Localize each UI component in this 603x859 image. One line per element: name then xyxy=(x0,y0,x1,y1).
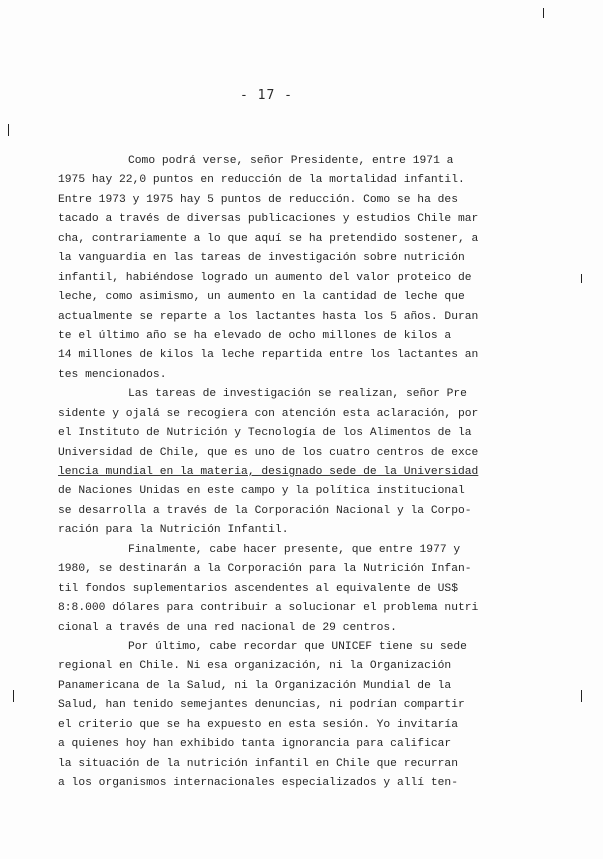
text-line: 1975 hay 22,0 puntos en reducción de la mortalidad infantil. xyxy=(58,174,465,187)
text-line: a los organismos internacionales especializados y allí ten- xyxy=(58,777,458,789)
text-line: a quienes hoy han exhibido tanta ignorancia para calificar xyxy=(58,738,452,751)
text-line: Las tareas de investigación se realizan, señor Pre xyxy=(128,388,467,401)
text-line: Por último, cabe recordar que UNICEF tiene su sede xyxy=(128,640,467,653)
text-line: la situación de la nutrición infantil en Chile que recurran xyxy=(58,757,458,770)
document-body xyxy=(58,152,494,793)
text-line-underlined: lencia mundial en la materia, designado sede de la Universidad xyxy=(58,466,479,478)
text-line: 8:8.000 dólares para contribuir a solucionar el problema nutri xyxy=(58,602,479,615)
scan-mark-right-1 xyxy=(581,274,582,283)
scan-mark-left-2 xyxy=(13,690,14,702)
text-line: se desarrolla a través de la Corporación Nacional y la Corpo- xyxy=(58,504,472,517)
scan-mark-top-right xyxy=(543,8,544,18)
text-line-underlined: Universidad de Chile, que es uno de los cuatro centros de exce xyxy=(58,446,479,459)
page-number: - 17 - xyxy=(240,88,293,103)
text-line: el criterio que se ha expuesto en esta sesión. Yo invitaría xyxy=(58,718,458,731)
text-line: cha, contrariamente a lo que aquí se ha pretendido sostener, a xyxy=(58,232,479,245)
scan-mark-left xyxy=(8,124,9,136)
text-line: tes mencionados. xyxy=(58,368,167,381)
text-line: Finalmente, cabe hacer presente, que entre 1977 y xyxy=(128,543,461,556)
text-line-underlined: de Naciones Unidas en este campo y la política institucional xyxy=(58,485,465,498)
text-line: Entre 1973 y 1975 hay 5 puntos de reducción. Como se ha des xyxy=(58,193,458,206)
text-line: Como podrá verse, señor Presidente, entre 1971 a xyxy=(128,155,454,167)
text-line: leche, como asimismo, un aumento en la cantidad de leche que xyxy=(58,291,465,304)
text-line: el Instituto de Nutrición y Tecnología de los Alimentos de la xyxy=(58,427,472,440)
scan-mark-right-2 xyxy=(581,690,582,702)
text-line: 14 millones de kilos la leche repartida entre los lactantes an xyxy=(58,349,479,362)
text-line: infantil, habiéndose logrado un aumento del valor proteico de xyxy=(58,271,472,284)
paragraph-2 xyxy=(58,385,494,541)
paragraph-4 xyxy=(58,638,494,794)
text-line: til fondos suplementarios ascendentes al equivalente de US$ xyxy=(58,582,458,595)
paragraph-1 xyxy=(58,152,494,385)
text-line: ración para la Nutrición Infantil. xyxy=(58,524,289,537)
text-line: 1980, se destinarán a la Corporación para la Nutrición Infan- xyxy=(58,563,472,576)
text-line: tacado a través de diversas publicaciones y estudios Chile mar xyxy=(58,213,479,226)
text-line: cional a través de una red nacional de 29 centros. xyxy=(58,621,397,634)
paragraph-3 xyxy=(58,541,494,638)
text-line: Salud, han tenido semejantes denuncias, ni podrían compartir xyxy=(58,699,465,712)
text-line: Panamericana de la Salud, ni la Organización Mundial de la xyxy=(58,679,452,692)
text-line: te el último año se ha elevado de ocho millones de kilos a xyxy=(58,329,452,342)
text-line: regional en Chile. Ni esa organización, ni la Organización xyxy=(58,660,452,673)
text-line: actualmente se reparte a los lactantes hasta los 5 años. Duran xyxy=(58,310,479,323)
text-line: la vanguardia en las tareas de investigación sobre nutrición xyxy=(58,252,465,265)
text-line: sidente y ojalá se recogiera con atención esta aclaración, por xyxy=(58,407,479,420)
